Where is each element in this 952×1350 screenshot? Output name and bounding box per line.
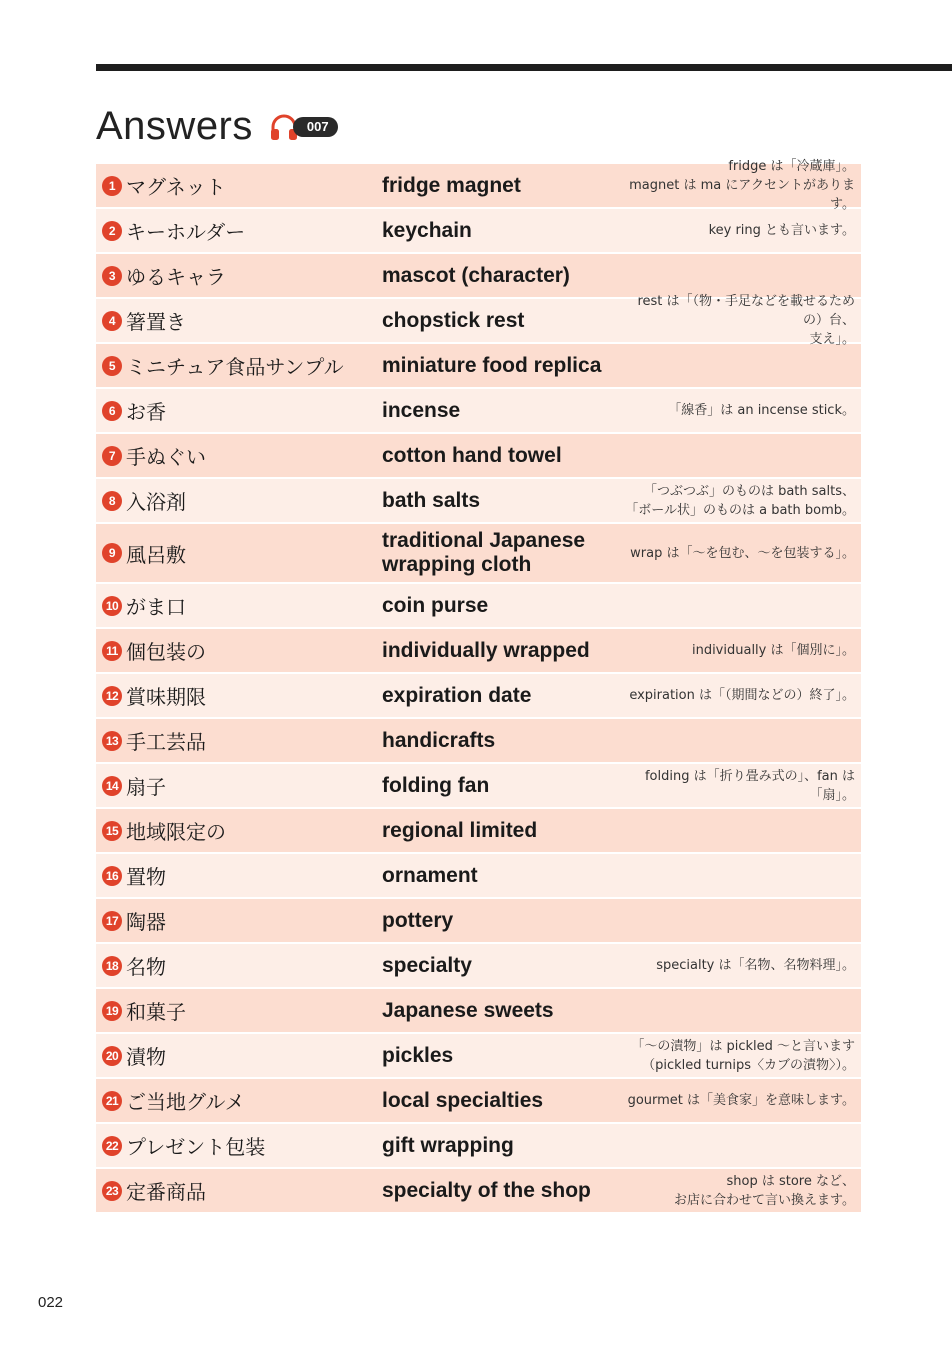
answer-row [96, 629, 861, 672]
japanese-term: マグネット [126, 175, 226, 199]
top-rule [96, 64, 952, 71]
japanese-term: プレゼント包装 [126, 1135, 266, 1159]
japanese-term: 手ぬぐい [126, 445, 206, 469]
japanese-cell [96, 726, 382, 755]
japanese-cell [96, 351, 382, 380]
answer-number-badge: 2 [102, 221, 122, 241]
japanese-term: 賞味期限 [126, 685, 206, 709]
answer-number-badge: 7 [102, 446, 122, 466]
answer-row [96, 899, 861, 942]
english-answer: expiration date [382, 683, 532, 707]
answer-row [96, 674, 861, 717]
japanese-cell [96, 996, 382, 1025]
japanese-term: 陶器 [126, 910, 166, 934]
japanese-cell [96, 861, 382, 890]
english-answer: individually wrapped [382, 638, 590, 662]
japanese-term: 個包装の [126, 640, 206, 664]
english-answer: incense [382, 398, 461, 422]
japanese-cell [96, 906, 382, 935]
answer-number-badge: 15 [102, 821, 122, 841]
japanese-term: 箸置き [126, 310, 186, 334]
answer-row [96, 1124, 861, 1167]
english-answer: regional limited [382, 818, 538, 842]
answer-row [96, 719, 861, 762]
english-answer: fridge magnet [382, 173, 521, 197]
page-title: Answers [96, 103, 253, 148]
english-answer: pickles [382, 1043, 454, 1067]
usage-note-line: fridge は「冷蔵庫」。 [728, 159, 855, 174]
usage-note [620, 157, 861, 214]
answer-row [96, 389, 861, 432]
japanese-cell [96, 1086, 382, 1115]
usage-note [620, 686, 861, 705]
answer-number-badge: 14 [102, 776, 122, 796]
answer-number-badge: 1 [102, 176, 122, 196]
answer-number-badge: 21 [102, 1091, 122, 1111]
japanese-cell [96, 539, 382, 568]
usage-note-line: expiration は「（期間などの）終了」。 [629, 688, 855, 703]
japanese-cell [96, 1176, 382, 1205]
usage-note-line: rest は「（物・手足などを載せるための）台、 [637, 294, 855, 328]
usage-note [620, 401, 861, 420]
answer-row [96, 809, 861, 852]
answer-row [96, 479, 861, 522]
answer-row [96, 764, 861, 807]
answer-number-badge: 11 [102, 641, 122, 661]
english-answer: local specialties [382, 1088, 544, 1112]
answer-row [96, 209, 861, 252]
usage-note [620, 641, 861, 660]
usage-note [620, 1091, 861, 1110]
japanese-term: がま口 [126, 595, 186, 619]
usage-note-line: wrap は「～を包む、～を包装する」。 [630, 545, 855, 561]
title-area [96, 100, 338, 152]
japanese-term: 和菓子 [126, 1000, 186, 1024]
answer-row [96, 854, 861, 897]
usage-note-line: magnet は ma にアクセントがあります。 [629, 178, 855, 212]
answer-number-badge: 22 [102, 1136, 122, 1156]
japanese-term: ミニチュア食品サンプル [126, 355, 344, 379]
answer-row [96, 1079, 861, 1122]
answer-number-badge: 10 [102, 596, 122, 616]
usage-note [620, 221, 861, 240]
japanese-cell [96, 636, 382, 665]
answer-row [96, 294, 861, 347]
usage-note-line: 「ボール状」のものは a bath bomb。 [625, 502, 855, 518]
english-answer: cotton hand towel [382, 443, 562, 467]
usage-note-line: folding は「折り畳み式の」、fan は「扇」。 [644, 768, 855, 803]
answer-number-badge: 3 [102, 266, 122, 286]
english-answer: handicrafts [382, 728, 496, 752]
japanese-cell [96, 216, 382, 245]
usage-note-line: specialty は「名物、名物料理」。 [656, 958, 855, 973]
japanese-term: 定番商品 [126, 1180, 206, 1204]
usage-note [620, 1172, 861, 1210]
track-number: 007 [293, 117, 338, 137]
usage-note-line: 「つぶつぶ」のものは bath salts、 [643, 483, 855, 499]
english-answer: mascot (character) [382, 263, 570, 287]
japanese-term: 置物 [126, 865, 166, 889]
japanese-cell [96, 591, 382, 620]
usage-note-line: 「～の漬物」は pickled ～と言います [631, 1038, 855, 1054]
japanese-cell [96, 1041, 382, 1070]
japanese-cell [96, 771, 382, 800]
answer-row [96, 434, 861, 477]
japanese-term: 風呂敷 [126, 542, 186, 567]
usage-note [620, 482, 861, 520]
japanese-cell [96, 261, 382, 290]
usage-note [620, 956, 861, 975]
answer-number-badge: 17 [102, 911, 122, 931]
answer-number-badge: 8 [102, 491, 122, 511]
answer-row [96, 524, 861, 582]
japanese-term: 扇子 [126, 775, 166, 799]
japanese-term: お香 [126, 400, 166, 424]
japanese-term: 漬物 [126, 1045, 166, 1069]
answer-number-badge: 13 [102, 731, 122, 751]
answer-number-badge: 4 [102, 311, 122, 331]
answer-number-badge: 9 [102, 543, 122, 563]
usage-note-line: 支え」。 [809, 332, 855, 347]
japanese-cell [96, 171, 382, 200]
japanese-term: 名物 [126, 955, 166, 979]
english-answer: pottery [382, 908, 454, 932]
japanese-cell [96, 486, 382, 515]
page-number: 022 [38, 1294, 64, 1311]
answer-row [96, 254, 861, 297]
english-answer: keychain [382, 218, 472, 242]
usage-note [620, 767, 861, 805]
answer-row [96, 1169, 861, 1212]
japanese-term: ご当地グルメ [126, 1090, 245, 1114]
answer-number-badge: 23 [102, 1181, 122, 1201]
english-answer: specialty [382, 953, 472, 977]
answers-table [96, 159, 861, 1214]
usage-note-line: shop は store など、 [726, 1173, 855, 1189]
english-answer: miniature food replica [382, 353, 602, 377]
answer-number-badge: 6 [102, 401, 122, 421]
answer-row [96, 944, 861, 987]
japanese-cell [96, 396, 382, 425]
japanese-cell [96, 816, 382, 845]
japanese-cell [96, 1131, 382, 1160]
english-answer: chopstick rest [382, 308, 525, 332]
japanese-cell [96, 681, 382, 710]
answer-row [96, 989, 861, 1032]
answer-row [96, 159, 861, 212]
japanese-cell [96, 951, 382, 980]
japanese-term: 手工芸品 [126, 730, 206, 754]
english-answer: coin purse [382, 593, 489, 617]
english-answer: Japanese sweets [382, 998, 554, 1022]
answer-number-badge: 19 [102, 1001, 122, 1021]
english-answer: gift wrapping [382, 1133, 514, 1157]
japanese-term: ゆるキャラ [126, 265, 226, 289]
answer-row [96, 584, 861, 627]
usage-note-line: お店に合わせて言い換えます。 [674, 1192, 855, 1208]
english-answer: folding fan [382, 773, 490, 797]
english-answer: traditional Japanese wrapping cloth [382, 529, 586, 576]
usage-note-line: 「線香」は an incense stick。 [668, 403, 855, 418]
japanese-cell [96, 306, 382, 335]
usage-note [620, 292, 861, 349]
answer-number-badge: 16 [102, 866, 122, 886]
japanese-cell [96, 441, 382, 470]
answer-row [96, 344, 861, 387]
usage-note [620, 544, 861, 563]
usage-note-line: gourmet は「美食家」を意味します。 [627, 1093, 855, 1108]
audio-track-badge [269, 112, 338, 142]
english-answer: ornament [382, 863, 478, 887]
japanese-term: キーホルダー [126, 220, 246, 244]
japanese-term: 入浴剤 [126, 490, 186, 514]
english-answer: bath salts [382, 488, 481, 512]
answer-row [96, 1034, 861, 1077]
answer-number-badge: 12 [102, 686, 122, 706]
japanese-term: 地域限定の [126, 820, 226, 844]
answer-number-badge: 20 [102, 1046, 122, 1066]
answer-number-badge: 5 [102, 356, 122, 376]
usage-note-line: （pickled turnips〈カブの漬物〉）。 [642, 1057, 855, 1073]
answer-number-badge: 18 [102, 956, 122, 976]
english-answer: specialty of the shop [382, 1178, 591, 1202]
usage-note [620, 1037, 861, 1075]
usage-note-line: individually は「個別に」。 [691, 643, 855, 658]
usage-note-line: key ring とも言います。 [708, 223, 855, 238]
